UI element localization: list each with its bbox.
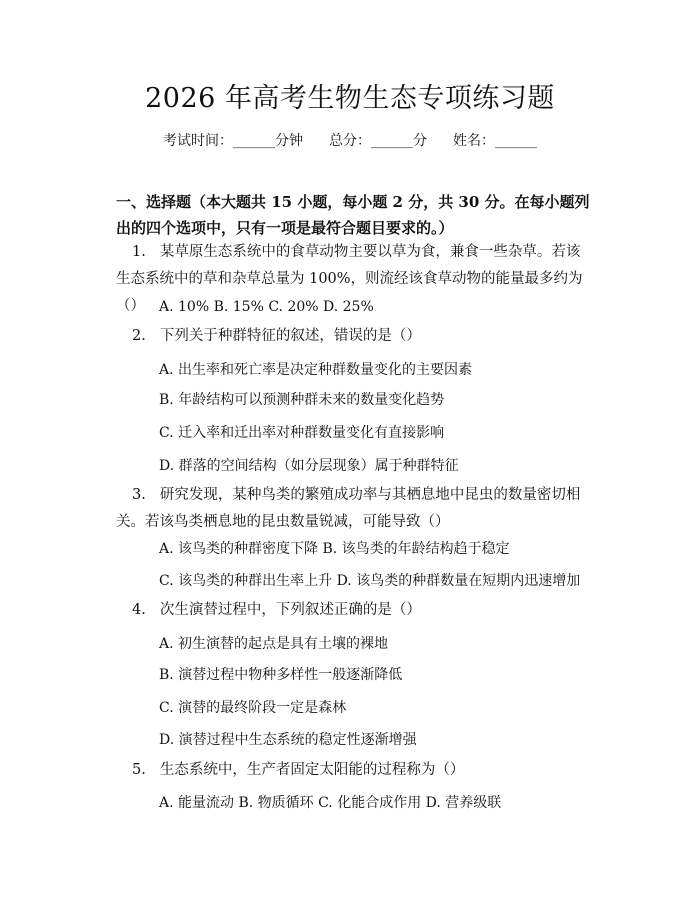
question-stem: 生态系统中，生产者固定太阳能的过程称为（）: [159, 762, 465, 778]
question-4: [116, 597, 590, 624]
question-2-option-d: D. 群落的空间结构（如分层现象）属于种群特征: [159, 458, 459, 474]
question-2-option-a: A. 出生率和死亡率是决定种群数量变化的主要因素: [159, 362, 473, 378]
question-2: [116, 323, 590, 350]
section-heading: 一、选择题（本大题共 15 小题，每小题 2 分，共 30 分。在每小题列出的四个选项中，只有一项是最符合题目要求的。）: [116, 193, 590, 237]
question-2-option-c: C. 迁入率和迁出率对种群数量变化有直接影响: [159, 425, 445, 441]
question-3-options-cd: C. 该鸟类的种群出生率上升 D. 该鸟类的种群数量在短期内迅速增加: [159, 573, 581, 589]
question-4-option-a: A. 初生演替的起点是具有土壤的裸地: [159, 636, 389, 652]
question-number: 5.: [132, 762, 146, 778]
student-name-field: 姓名：______: [453, 133, 537, 149]
question-5-options: A. 能量流动 B. 物质循环 C. 化能合成作用 D. 营养级联: [159, 795, 502, 811]
exam-time-field: 考试时间：______分钟: [163, 133, 303, 149]
total-score-field: 总分：______分: [329, 133, 427, 149]
question-stem: 下列关于种群特征的叙述，错误的是（）: [159, 328, 421, 344]
question-number: 1.: [132, 244, 146, 260]
question-3: [116, 482, 590, 536]
question-4-option-d: D. 演替过程中生态系统的稳定性逐渐增强: [159, 732, 417, 748]
question-stem: 研究发现，某种鸟类的繁殖成功率与其栖息地中昆虫的数量密切相关。若该鸟类栖息地的昆虫数量锐减，可能导致（）: [116, 487, 581, 530]
question-3-options-ab: A. 该鸟类的种群密度下降 B. 该鸟类的年龄结构趋于稳定: [159, 541, 510, 557]
question-stem: 次生演替过程中，下列叙述正确的是（）: [159, 602, 421, 618]
question-stem: 某草原生态系统中的食草动物主要以草为食，兼食一些杂草。若该生态系统中的草和杂草总量为 100%，则流经该食草动物的能量最多约为（）: [116, 244, 583, 314]
question-number: 2.: [132, 328, 146, 344]
question-number: 4.: [132, 602, 146, 618]
question-1-options: A. 10% B. 15% C. 20% D. 25%: [159, 299, 374, 315]
question-5: [116, 757, 590, 784]
question-number: 3.: [132, 487, 146, 503]
question-2-option-b: B. 年龄结构可以预测种群未来的数量变化趋势: [159, 392, 445, 408]
exam-info-line: [0, 131, 700, 151]
question-4-option-b: B. 演替过程中物种多样性一般逐渐降低: [159, 667, 403, 683]
page-title: 2026 年高考生物生态专项练习题: [145, 83, 555, 114]
question-4-option-c: C. 演替的最终阶段一定是森林: [159, 700, 347, 716]
